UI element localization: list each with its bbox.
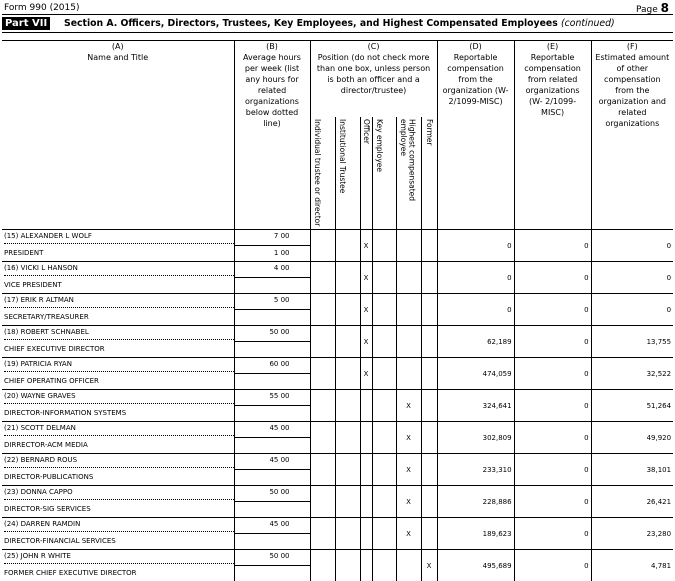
comp-org-value: 324,641 xyxy=(437,390,514,422)
dotted-line xyxy=(4,467,234,468)
person-name: (17) ERIK R ALTMAN xyxy=(4,296,74,304)
table-row xyxy=(2,486,673,518)
hours-divider xyxy=(235,533,310,534)
person-title: DIRECTOR-INFORMATION SYSTEMS xyxy=(4,409,126,417)
hours-divider xyxy=(235,309,310,310)
hours-cell xyxy=(234,454,310,486)
position-key-checkbox xyxy=(372,518,396,550)
header-row xyxy=(2,41,673,117)
other-comp-value: 26,421 xyxy=(591,486,673,518)
other-comp-value: 51,264 xyxy=(591,390,673,422)
comp-org-value: 233,310 xyxy=(437,454,514,486)
other-comp-value: 0 xyxy=(591,294,673,326)
position-former-checkbox: X xyxy=(421,550,437,581)
position-officer-checkbox xyxy=(360,390,372,422)
position-officer-checkbox xyxy=(360,550,372,581)
person-name: (19) PATRICIA RYAN xyxy=(4,360,72,368)
hours-cell xyxy=(234,550,310,581)
dotted-line xyxy=(4,243,234,244)
hours-cell xyxy=(234,422,310,454)
person-title: DIRECTOR-PUBLICATIONS xyxy=(4,473,93,481)
table-row xyxy=(2,454,673,486)
hours-cell xyxy=(234,294,310,326)
position-highest-checkbox: X xyxy=(396,390,421,422)
comp-related-value: 0 xyxy=(514,358,591,390)
person-name: (20) WAYNE GRAVES xyxy=(4,392,76,400)
position-institutional-checkbox xyxy=(335,262,360,294)
name-title-cell xyxy=(2,294,234,326)
table-row xyxy=(2,390,673,422)
col-f-header: (F) Estimated amount of other compensation from the organization and related organizations xyxy=(591,41,673,230)
person-title: PRESIDENT xyxy=(4,249,43,257)
position-institutional-checkbox xyxy=(335,390,360,422)
c-officer-header: Officer xyxy=(360,117,372,230)
hours-divider xyxy=(235,565,310,566)
dotted-line xyxy=(4,435,234,436)
col-a-header: (A) Name and Title xyxy=(2,41,234,230)
person-title: CHIEF EXECUTIVE DIRECTOR xyxy=(4,345,105,353)
person-name: (18) ROBERT SCHNABEL xyxy=(4,328,89,336)
other-comp-value: 49,920 xyxy=(591,422,673,454)
comp-org-value: 0 xyxy=(437,294,514,326)
position-highest-checkbox xyxy=(396,358,421,390)
name-title-cell xyxy=(2,390,234,422)
position-highest-checkbox: X xyxy=(396,454,421,486)
comp-related-value: 0 xyxy=(514,550,591,581)
position-key-checkbox xyxy=(372,550,396,581)
hours-value: 60 00 xyxy=(269,360,289,368)
hours-divider xyxy=(235,405,310,406)
position-officer-checkbox: X xyxy=(360,294,372,326)
position-individual-checkbox xyxy=(310,518,335,550)
comp-org-value: 0 xyxy=(437,262,514,294)
dotted-line xyxy=(4,307,234,308)
position-institutional-checkbox xyxy=(335,518,360,550)
position-individual-checkbox xyxy=(310,294,335,326)
comp-related-value: 0 xyxy=(514,454,591,486)
hours-value: 4 00 xyxy=(274,264,290,272)
position-individual-checkbox xyxy=(310,358,335,390)
table-row xyxy=(2,550,673,581)
hours-value: 50 00 xyxy=(269,488,289,496)
hours-divider xyxy=(235,437,310,438)
person-name: (23) DONNA CAPPO xyxy=(4,488,73,496)
dotted-line xyxy=(4,339,234,340)
position-key-checkbox xyxy=(372,262,396,294)
person-name: (15) ALEXANDER L WOLF xyxy=(4,232,92,240)
part-header xyxy=(2,17,673,30)
position-former-checkbox xyxy=(421,326,437,358)
hours-divider xyxy=(235,245,310,246)
position-individual-checkbox xyxy=(310,390,335,422)
dotted-line xyxy=(4,499,234,500)
position-former-checkbox xyxy=(421,358,437,390)
hours-related-value: 1 00 xyxy=(274,249,290,257)
person-title: DIRECTOR-FINANCIAL SERVICES xyxy=(4,537,116,545)
table-row xyxy=(2,422,673,454)
table-row xyxy=(2,358,673,390)
hours-value: 45 00 xyxy=(269,424,289,432)
col-c-header: (C) Position (do not check more than one box, unless person is both an officer and a director/trustee) xyxy=(310,41,437,117)
hours-divider xyxy=(235,469,310,470)
person-name: (21) SCOTT DELMAN xyxy=(4,424,76,432)
position-highest-checkbox xyxy=(396,326,421,358)
comp-org-value: 189,623 xyxy=(437,518,514,550)
name-title-cell xyxy=(2,454,234,486)
comp-org-value: 62,189 xyxy=(437,326,514,358)
person-name: (25) JOHN R WHITE xyxy=(4,552,71,560)
comp-related-value: 0 xyxy=(514,390,591,422)
comp-org-value: 228,886 xyxy=(437,486,514,518)
other-comp-value: 23,280 xyxy=(591,518,673,550)
dotted-line xyxy=(4,275,234,276)
position-officer-checkbox xyxy=(360,518,372,550)
hours-divider xyxy=(235,341,310,342)
hours-value: 45 00 xyxy=(269,520,289,528)
comp-related-value: 0 xyxy=(514,230,591,262)
comp-related-value: 0 xyxy=(514,294,591,326)
position-officer-checkbox: X xyxy=(360,230,372,262)
comp-related-value: 0 xyxy=(514,262,591,294)
page-number xyxy=(636,1,669,15)
table-row xyxy=(2,262,673,294)
table-row xyxy=(2,230,673,262)
name-title-cell xyxy=(2,550,234,581)
hours-value: 50 00 xyxy=(269,328,289,336)
c-former-header: Former xyxy=(421,117,437,230)
position-highest-checkbox xyxy=(396,230,421,262)
part-rule xyxy=(2,32,673,33)
name-title-cell xyxy=(2,262,234,294)
position-key-checkbox xyxy=(372,454,396,486)
name-title-cell xyxy=(2,518,234,550)
position-highest-checkbox: X xyxy=(396,486,421,518)
position-highest-checkbox xyxy=(396,294,421,326)
comp-org-value: 302,809 xyxy=(437,422,514,454)
officers-table xyxy=(2,41,673,581)
position-individual-checkbox xyxy=(310,550,335,581)
table-row xyxy=(2,518,673,550)
dotted-line xyxy=(4,563,234,564)
comp-org-value: 0 xyxy=(437,230,514,262)
position-officer-checkbox xyxy=(360,454,372,486)
position-individual-checkbox xyxy=(310,326,335,358)
hours-value: 45 00 xyxy=(269,456,289,464)
position-former-checkbox xyxy=(421,262,437,294)
person-title: DIRECTOR-SIG SERVICES xyxy=(4,505,91,513)
dotted-line xyxy=(4,403,234,404)
position-key-checkbox xyxy=(372,358,396,390)
person-title: CHIEF OPERATING OFFICER xyxy=(4,377,99,385)
position-officer-checkbox: X xyxy=(360,358,372,390)
section-title xyxy=(64,17,615,30)
person-name: (24) DARREN RAMDIN xyxy=(4,520,80,528)
page-label: Page xyxy=(636,5,658,15)
position-individual-checkbox xyxy=(310,230,335,262)
col-b-header: (B) Average hours per week (list any hours for related organizations below dotted line) xyxy=(234,41,310,230)
col-e-header: (E) Reportable compensation from related organizations (W- 2/1099-MISC) xyxy=(514,41,591,230)
hours-cell xyxy=(234,262,310,294)
c-institutional-header: Institutional Trustee xyxy=(335,117,360,230)
position-former-checkbox xyxy=(421,454,437,486)
other-comp-value: 13,755 xyxy=(591,326,673,358)
hours-cell xyxy=(234,326,310,358)
person-title: DIRRECTOR-ACM MEDIA xyxy=(4,441,88,449)
position-highest-checkbox xyxy=(396,262,421,294)
table-row xyxy=(2,326,673,358)
position-key-checkbox xyxy=(372,422,396,454)
position-highest-checkbox: X xyxy=(396,518,421,550)
position-institutional-checkbox xyxy=(335,230,360,262)
page-number-value: 8 xyxy=(661,1,669,15)
other-comp-value: 0 xyxy=(591,262,673,294)
person-name: (16) VICKI L HANSON xyxy=(4,264,78,272)
position-individual-checkbox xyxy=(310,422,335,454)
position-former-checkbox xyxy=(421,518,437,550)
comp-org-value: 474,059 xyxy=(437,358,514,390)
position-institutional-checkbox xyxy=(335,454,360,486)
section-title-text: Section A. Officers, Directors, Trustees, Key Employees, and Highest Compensated Employees xyxy=(64,18,558,29)
person-title: SECRETARY/TREASURER xyxy=(4,313,89,321)
hours-cell xyxy=(234,486,310,518)
section-suffix: (continued) xyxy=(561,18,615,29)
position-former-checkbox xyxy=(421,486,437,518)
person-name: (22) BERNARD ROUS xyxy=(4,456,77,464)
top-rule xyxy=(2,14,673,15)
position-former-checkbox xyxy=(421,230,437,262)
position-former-checkbox xyxy=(421,294,437,326)
hours-divider xyxy=(235,277,310,278)
position-institutional-checkbox xyxy=(335,358,360,390)
person-title: FORMER CHIEF EXECUTIVE DIRECTOR xyxy=(4,569,137,577)
position-key-checkbox xyxy=(372,294,396,326)
position-institutional-checkbox xyxy=(335,294,360,326)
position-officer-checkbox xyxy=(360,486,372,518)
c-highest-header: Highest compensated employee xyxy=(396,117,421,230)
comp-related-value: 0 xyxy=(514,326,591,358)
name-title-cell xyxy=(2,486,234,518)
person-title: VICE PRESIDENT xyxy=(4,281,62,289)
part-label: Part VII xyxy=(2,17,50,30)
name-title-cell xyxy=(2,230,234,262)
position-key-checkbox xyxy=(372,390,396,422)
name-title-cell xyxy=(2,358,234,390)
hours-cell xyxy=(234,390,310,422)
position-institutional-checkbox xyxy=(335,422,360,454)
position-officer-checkbox xyxy=(360,422,372,454)
name-title-cell xyxy=(2,326,234,358)
col-d-header: (D) Reportable compensation from the organization (W- 2/1099-MISC) xyxy=(437,41,514,230)
position-former-checkbox xyxy=(421,422,437,454)
name-title-cell xyxy=(2,422,234,454)
dotted-line xyxy=(4,371,234,372)
position-institutional-checkbox xyxy=(335,550,360,581)
position-highest-checkbox xyxy=(396,550,421,581)
hours-value: 5 00 xyxy=(274,296,290,304)
position-institutional-checkbox xyxy=(335,326,360,358)
other-comp-value: 32,522 xyxy=(591,358,673,390)
position-former-checkbox xyxy=(421,390,437,422)
position-highest-checkbox: X xyxy=(396,422,421,454)
position-officer-checkbox: X xyxy=(360,326,372,358)
hours-divider xyxy=(235,373,310,374)
hours-cell xyxy=(234,518,310,550)
comp-org-value: 495,689 xyxy=(437,550,514,581)
comp-related-value: 0 xyxy=(514,518,591,550)
other-comp-value: 0 xyxy=(591,230,673,262)
hours-value: 55 00 xyxy=(269,392,289,400)
hours-divider xyxy=(235,501,310,502)
position-key-checkbox xyxy=(372,486,396,518)
position-officer-checkbox: X xyxy=(360,262,372,294)
position-key-checkbox xyxy=(372,326,396,358)
comp-related-value: 0 xyxy=(514,422,591,454)
c-individual-header: Individual trustee or director xyxy=(310,117,335,230)
form-label: Form 990 (2015) xyxy=(4,3,80,13)
position-key-checkbox xyxy=(372,230,396,262)
hours-cell xyxy=(234,230,310,262)
other-comp-value: 38,101 xyxy=(591,454,673,486)
dotted-line xyxy=(4,531,234,532)
position-individual-checkbox xyxy=(310,486,335,518)
position-institutional-checkbox xyxy=(335,486,360,518)
table-row xyxy=(2,294,673,326)
hours-cell xyxy=(234,358,310,390)
hours-value: 50 00 xyxy=(269,552,289,560)
other-comp-value: 4,781 xyxy=(591,550,673,581)
comp-related-value: 0 xyxy=(514,486,591,518)
c-key-header: Key employee xyxy=(372,117,396,230)
position-individual-checkbox xyxy=(310,262,335,294)
position-individual-checkbox xyxy=(310,454,335,486)
hours-value: 7 00 xyxy=(274,232,290,240)
